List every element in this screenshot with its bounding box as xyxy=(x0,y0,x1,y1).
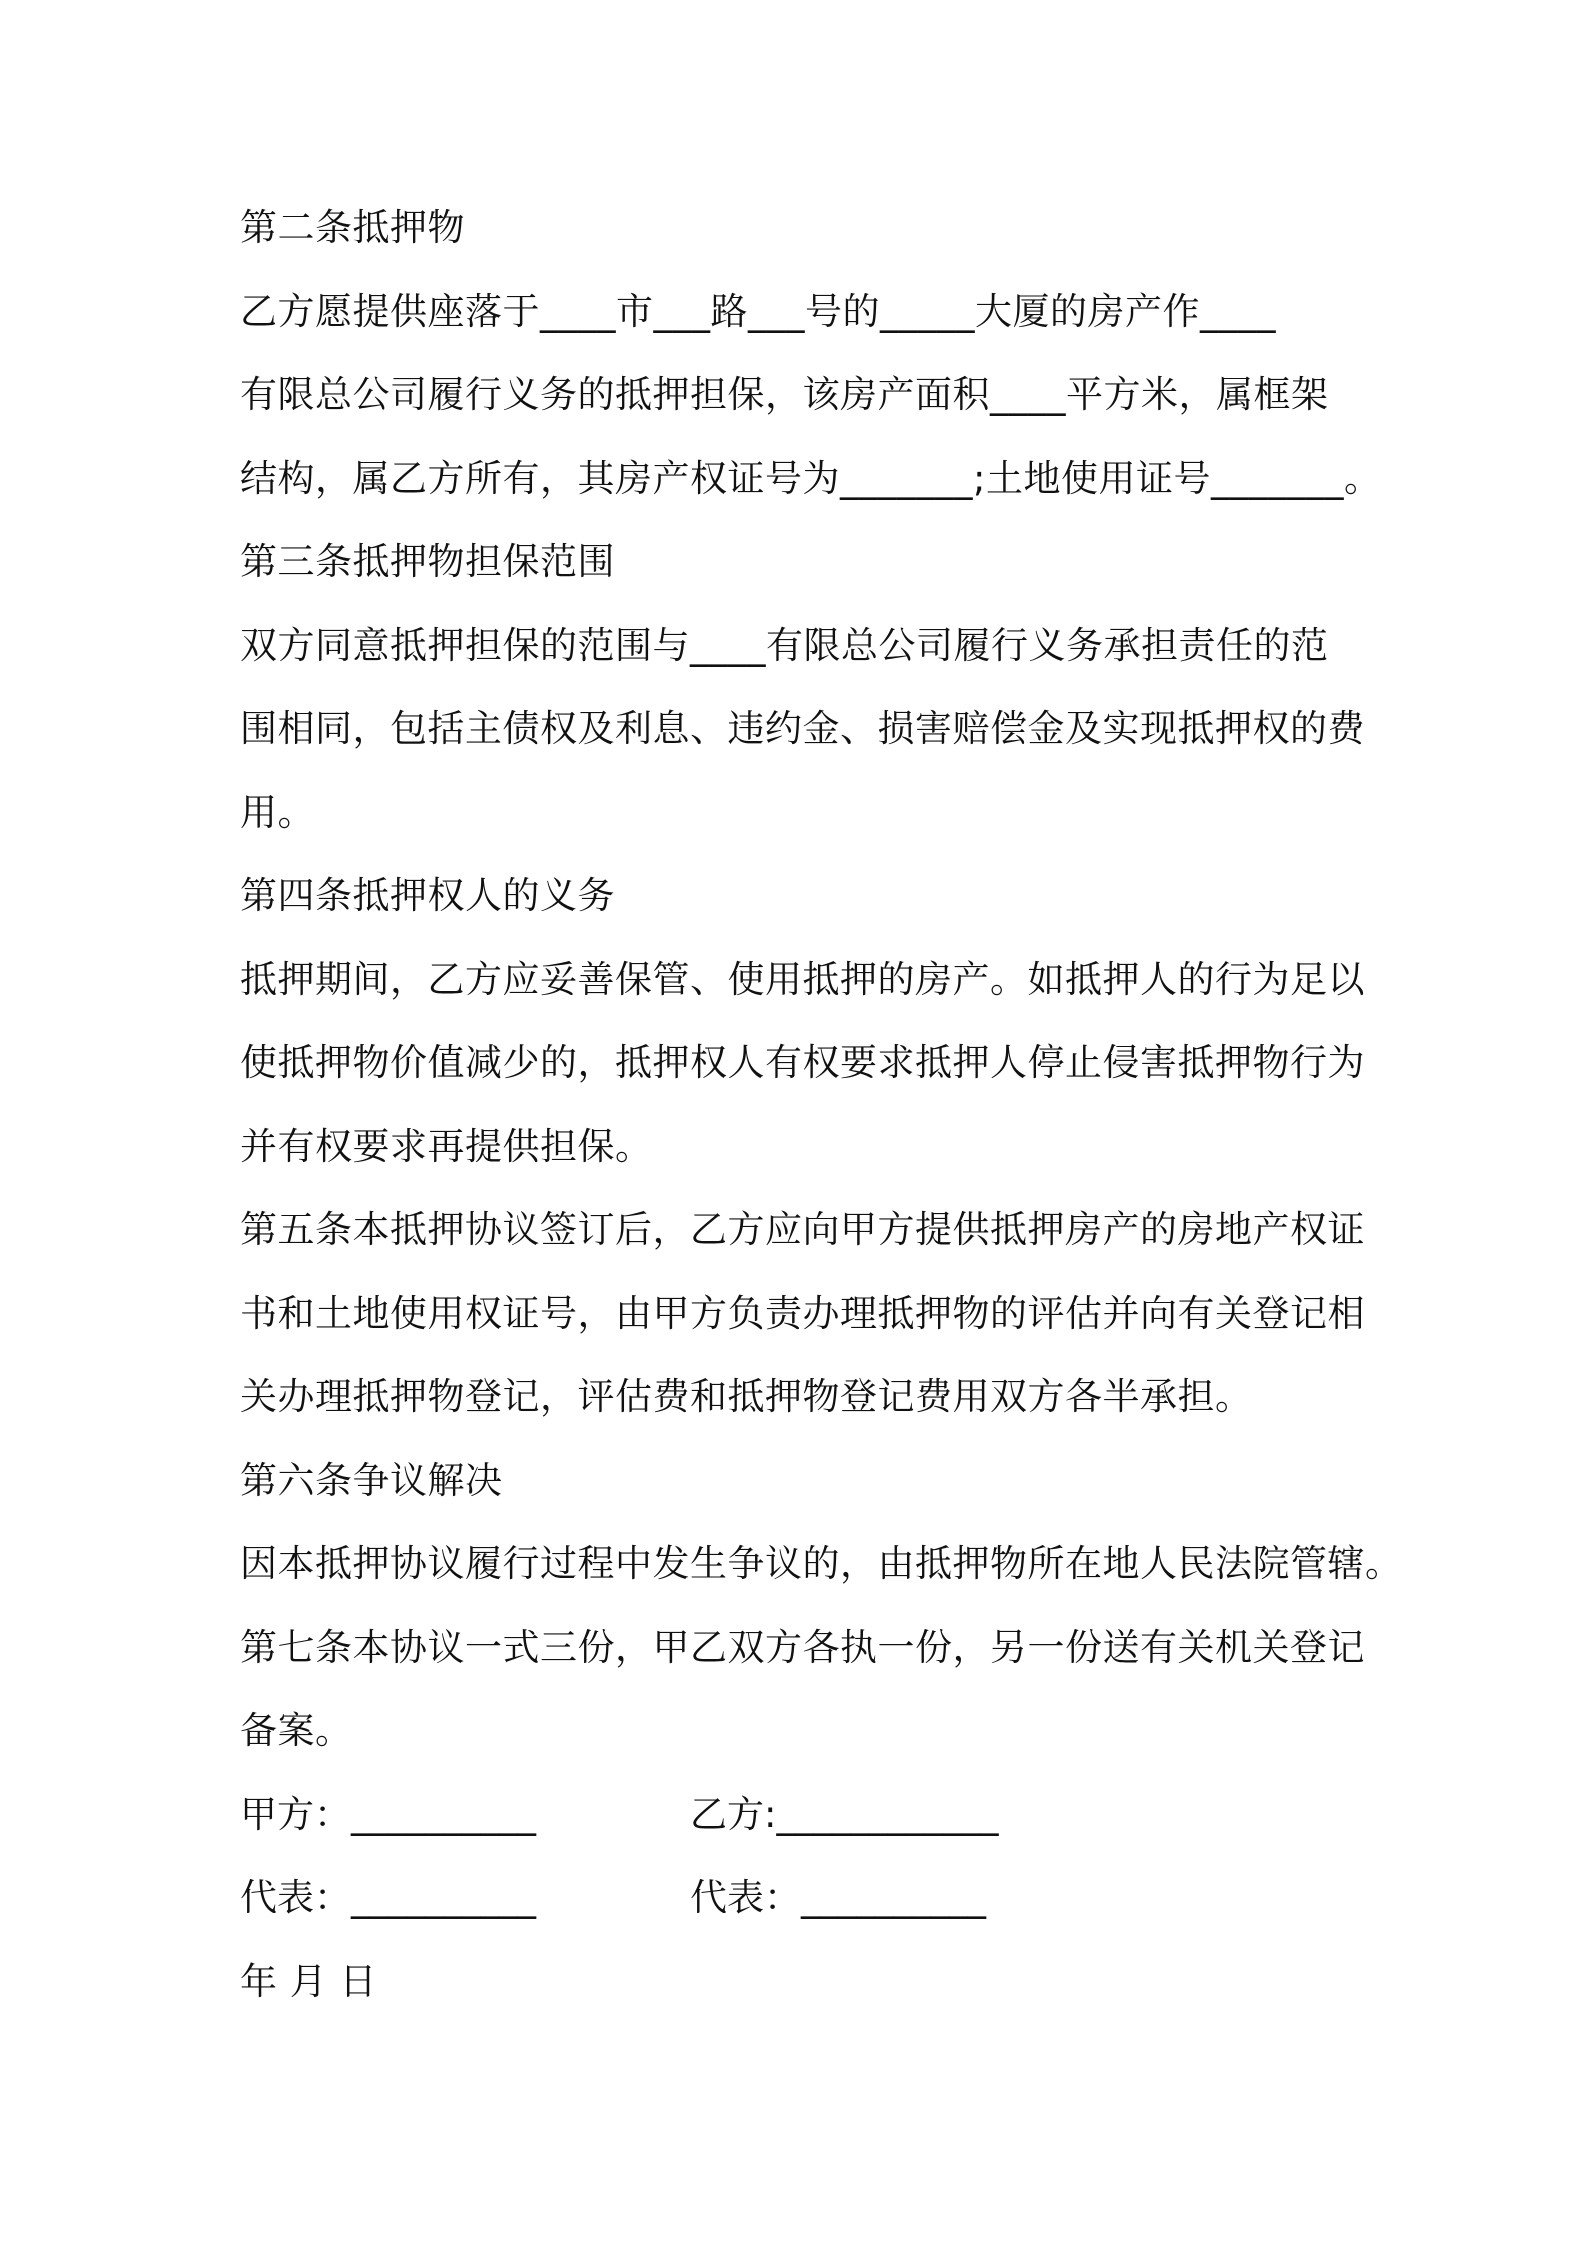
party-b-signature: 乙方:____________ xyxy=(690,1792,999,1836)
signature-row-representatives xyxy=(240,1866,1380,1950)
article-2-text-line-2: 有限总公司履行义务的抵押担保，该房产面积____平方米，属框架 xyxy=(240,373,1329,416)
article-5-text-line-1: 第五条本抵押协议签订后，乙方应向甲方提供抵押房产的房地产权证 xyxy=(240,1208,1365,1251)
article-2-heading: 第二条抵押物 xyxy=(240,206,465,249)
article-6-heading: 第六条争议解决 xyxy=(240,1458,503,1502)
article-3-text-line-1: 双方同意抵押担保的范围与____有限总公司履行义务承担责任的范 xyxy=(240,623,1329,667)
article-4-text-line-2: 使抵押物价值减少的，抵押权人有权要求抵押人停止侵害抵押物行为 xyxy=(240,1041,1365,1084)
article-7-text-line-1: 第七条本协议一式三份，甲乙双方各执一份，另一份送有关机关登记 xyxy=(240,1625,1365,1669)
representative-b-signature: 代表：__________ xyxy=(690,1876,986,1919)
article-4-text-line-1: 抵押期间，乙方应妥善保管、使用抵押的房产。如抵押人的行为足以 xyxy=(240,957,1365,1001)
article-5-text-line-2: 书和土地使用权证号，由甲方负责办理抵押物的评估并向有关登记相 xyxy=(240,1291,1365,1335)
date-line: 年 月 日 xyxy=(240,1959,378,2003)
article-7-text-line-2: 备案。 xyxy=(240,1709,353,1752)
document-body xyxy=(240,196,1403,2033)
representative-a-signature: 代表：__________ xyxy=(240,1876,536,1919)
article-6-text-line-1: 因本抵押协议履行过程中发生争议的，由抵押物所在地人民法院管辖。 xyxy=(240,1542,1403,1585)
article-4-heading: 第四条抵押权人的义务 xyxy=(240,874,615,917)
article-5-text-line-3: 关办理抵押物登记，评估费和抵押物登记费用双方各半承担。 xyxy=(240,1375,1253,1418)
article-4-text-line-3: 并有权要求再提供担保。 xyxy=(240,1124,653,1168)
article-3-text-line-3: 用。 xyxy=(240,790,315,834)
article-2-text-line-1: 乙方愿提供座落于____市___路___号的_____大厦的房产作____ xyxy=(240,289,1276,333)
party-a-signature: 甲方：__________ xyxy=(240,1792,536,1836)
article-3-heading: 第三条抵押物担保范围 xyxy=(240,540,615,583)
article-3-text-line-2: 围相同，包括主债权及利息、违约金、损害赔偿金及实现抵押权的费 xyxy=(240,707,1365,750)
article-2-text-line-3: 结构，属乙方所有，其房产权证号为_______;土地使用证号_______。 xyxy=(240,456,1382,500)
signature-row-parties xyxy=(240,1783,1380,1867)
